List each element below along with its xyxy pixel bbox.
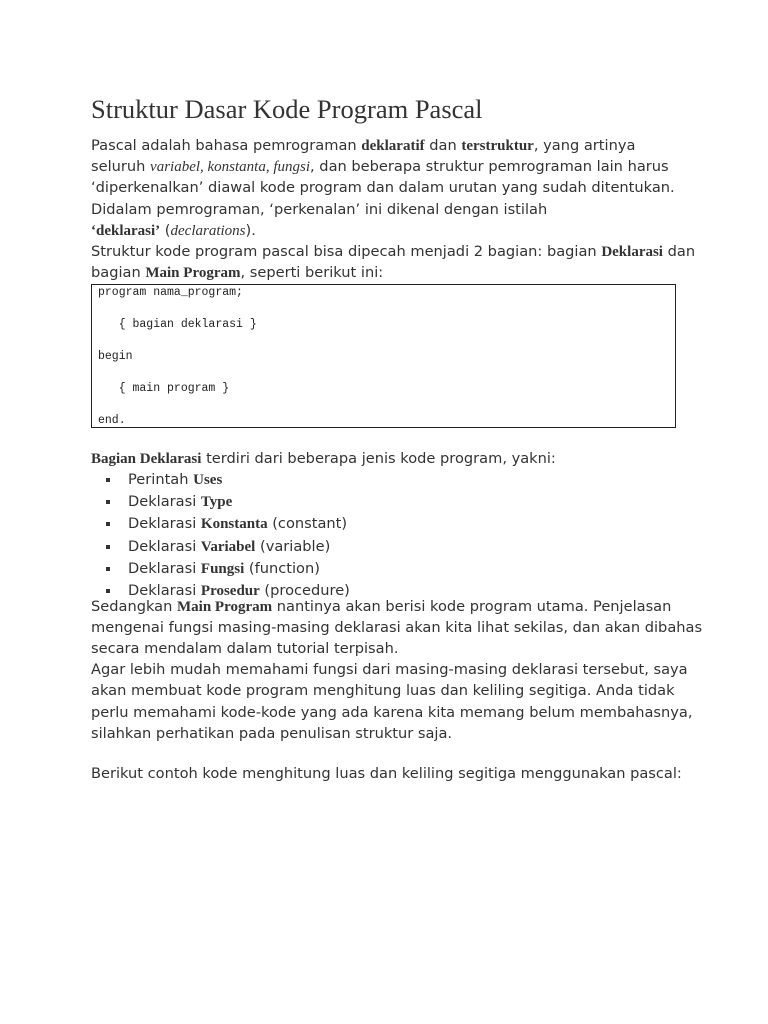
main-line-4: Agar lebih mudah memahami fungsi dari masing-masing deklarasi tersebut, saya xyxy=(91,661,688,678)
intro-line-4: Didalam pemrograman, ‘perkenalan’ ini dikenal dengan istilah xyxy=(91,201,548,218)
deklarasi-list xyxy=(91,469,350,602)
main-line-6: perlu memahami kode-kode yang ada karena kita memang belum membahasnya, xyxy=(91,704,693,721)
list-item: Deklarasi Konstanta (constant) xyxy=(91,513,350,535)
code-line: { main program } xyxy=(98,382,230,395)
main-line-3: secara mendalam dalam tutorial terpisah. xyxy=(91,640,399,657)
code-block xyxy=(91,284,676,428)
intro-line-3: ‘diperkenalkan’ diawal kode program dan dalam urutan yang sudah ditentukan. xyxy=(91,179,675,196)
list-item: Deklarasi Prosedur (procedure) xyxy=(91,580,350,602)
list-item: Deklarasi Type xyxy=(91,491,350,513)
page-title: Struktur Dasar Kode Program Pascal xyxy=(91,94,483,124)
intro-line-7: bagian Main Program, seperti berikut ini: xyxy=(91,264,384,281)
list-item: Deklarasi Variabel (variable) xyxy=(91,536,350,558)
main-line-7: silahkan perhatikan pada penulisan struktur saja. xyxy=(91,725,453,742)
intro-line-6: Struktur kode program pascal bisa dipecah menjadi 2 bagian: bagian Deklarasi dan xyxy=(91,243,696,260)
main-line-5: akan membuat kode program menghitung luas dan keliling segitiga. Anda tidak xyxy=(91,682,675,699)
intro-line-1: Pascal adalah bahasa pemrograman deklaratif dan terstruktur, yang artinya xyxy=(91,137,636,154)
intro-line-2: seluruh variabel, konstanta, fungsi, dan beberapa struktur pemrograman lain harus xyxy=(91,158,669,175)
code-line: end. xyxy=(98,414,126,427)
code-line: begin xyxy=(98,350,133,363)
code-line: program nama_program; xyxy=(98,286,243,299)
list-item: Perintah Uses xyxy=(91,469,350,491)
main-line-2: mengenai fungsi masing-masing deklarasi akan kita lihat sekilas, dan akan dibahas xyxy=(91,619,703,636)
deklarasi-heading: Bagian Deklarasi terdiri dari beberapa jenis kode program, yakni: xyxy=(91,450,556,467)
list-item: Deklarasi Fungsi (function) xyxy=(91,558,350,580)
main-line-8: Berikut contoh kode menghitung luas dan keliling segitiga menggunakan pascal: xyxy=(91,765,682,782)
main-line-1: Sedangkan Main Program nantinya akan berisi kode program utama. Penjelasan xyxy=(91,598,672,615)
intro-line-5: ‘deklarasi’ (declarations). xyxy=(91,222,256,239)
code-line: { bagian deklarasi } xyxy=(98,318,257,331)
